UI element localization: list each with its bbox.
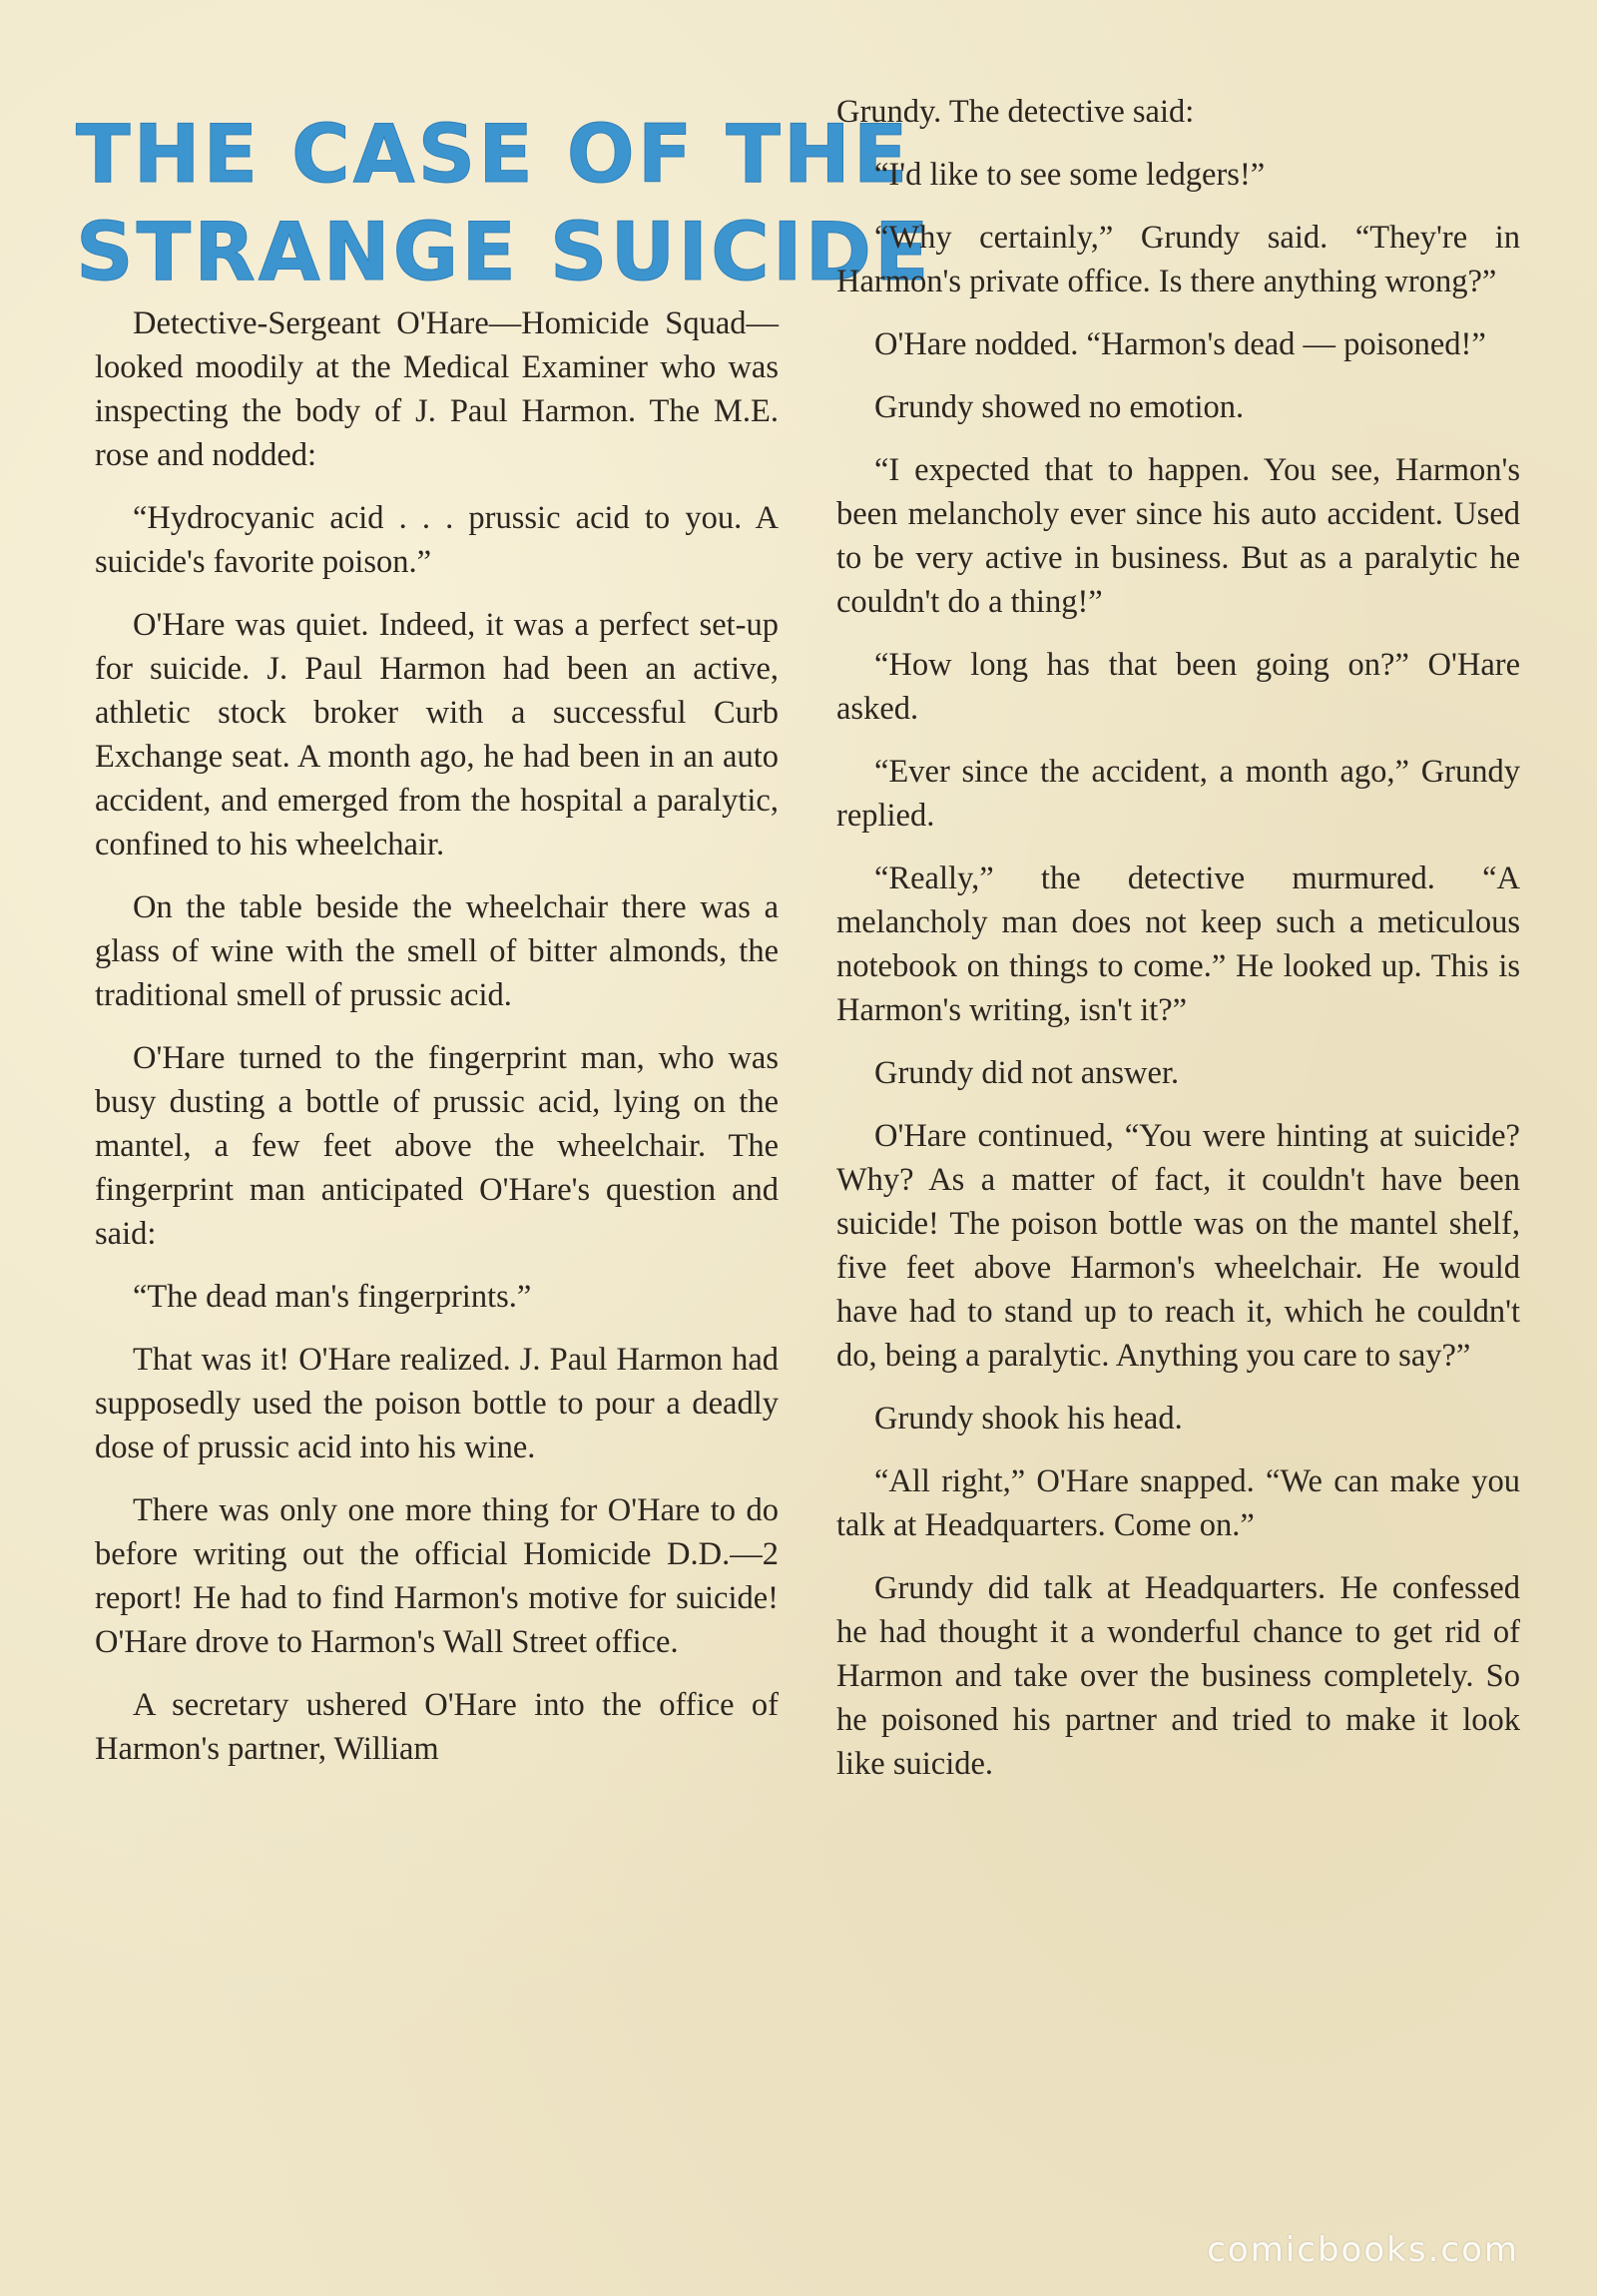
paragraph: That was it! O'Hare realized. J. Paul Harmon had supposedly used the poison bottle to pour a deadly dose of prussic acid into his wine. [95,1342,779,1465]
paragraph: “How long has that been going on?” O'Hare asked. [836,647,1520,727]
paragraph: O'Hare was quiet. Indeed, it was a perfect set-up for suicide. J. Paul Harmon had been an active, athletic stock broker with a successful Curb Exchange seat. A month ago, he had been in an auto accident, and emerged from the hospital a paralytic, confined to his wheelchair. [95,607,779,862]
site-watermark: comicbooks.com [1207,2230,1519,2270]
paragraph: “Hydrocyanic acid . . . prussic acid to you. A suicide's favorite poison.” [95,500,779,580]
paragraph: “Why certainly,” Grundy said. “They're in Harmon's private office. Is there anything wrong?” [836,220,1520,299]
paragraph: Grundy did not answer. [874,1055,1180,1091]
paragraph: Grundy. The detective said: [836,94,1195,130]
paragraph: Detective-Sergeant O'Hare—Homicide Squad—looked moodily at the Medical Examiner who was inspecting the body of J. Paul Harmon. The M.E. rose and nodded: [95,305,779,473]
paragraph: “Really,” the detective murmured. “A melancholy man does not keep such a meticulous notebook on things to come.” He looked up. This is Harmon's writing, isn't it?” [836,861,1520,1028]
paragraph: O'Hare nodded. “Harmon's dead — poisoned!” [874,326,1486,362]
paragraph: Grundy did talk at Headquarters. He confessed he had thought it a wonderful chance to get rid of Harmon and take over the business completely. So he poisoned his partner and tried to make it look like suicide. [836,1570,1520,1782]
article-title-line-1: THE CASE OF THE [76,108,911,201]
paragraph: “The dead man's fingerprints.” [133,1279,532,1315]
paragraph: Grundy shook his head. [874,1401,1183,1436]
paragraph: Grundy showed no emotion. [874,389,1245,425]
paragraph: “All right,” O'Hare snapped. “We can make you talk at Headquarters. Come on.” [836,1463,1520,1543]
article-title-line-2: STRANGE SUICIDE [76,206,932,298]
article-title [76,106,932,301]
right-column [836,90,1520,1786]
paragraph: “I expected that to happen. You see, Harmon's been melancholy ever since his auto accident. Used to be very active in business. But as a paralytic he couldn't do a thing!” [836,452,1520,620]
paragraph: “I'd like to see some ledgers!” [874,157,1266,193]
left-column [95,301,779,1771]
paragraph: On the table beside the wheelchair there was a glass of wine with the smell of bitter almonds, the traditional smell of prussic acid. [95,889,779,1013]
paragraph: There was only one more thing for O'Hare to do before writing out the official Homicide D.D.—2 report! He had to find Harmon's motive for suicide! O'Hare drove to Harmon's Wall Street office. [95,1492,779,1660]
paragraph: O'Hare continued, “You were hinting at suicide? Why? As a matter of fact, it couldn't have been suicide! The poison bottle was on the mantel shelf, five feet above Harmon's wheelchair. He would have had to stand up to reach it, which he couldn't do, being a paralytic. Anything you care to say?” [836,1118,1520,1374]
paragraph: “Ever since the accident, a month ago,” Grundy replied. [836,754,1520,834]
paragraph: O'Hare turned to the fingerprint man, who was busy dusting a bottle of prussic acid, lying on the mantel, a few feet above the wheelchair. The fingerprint man anticipated O'Hare's question and said: [95,1040,779,1252]
paragraph: A secretary ushered O'Hare into the office of Harmon's partner, William [95,1687,779,1767]
